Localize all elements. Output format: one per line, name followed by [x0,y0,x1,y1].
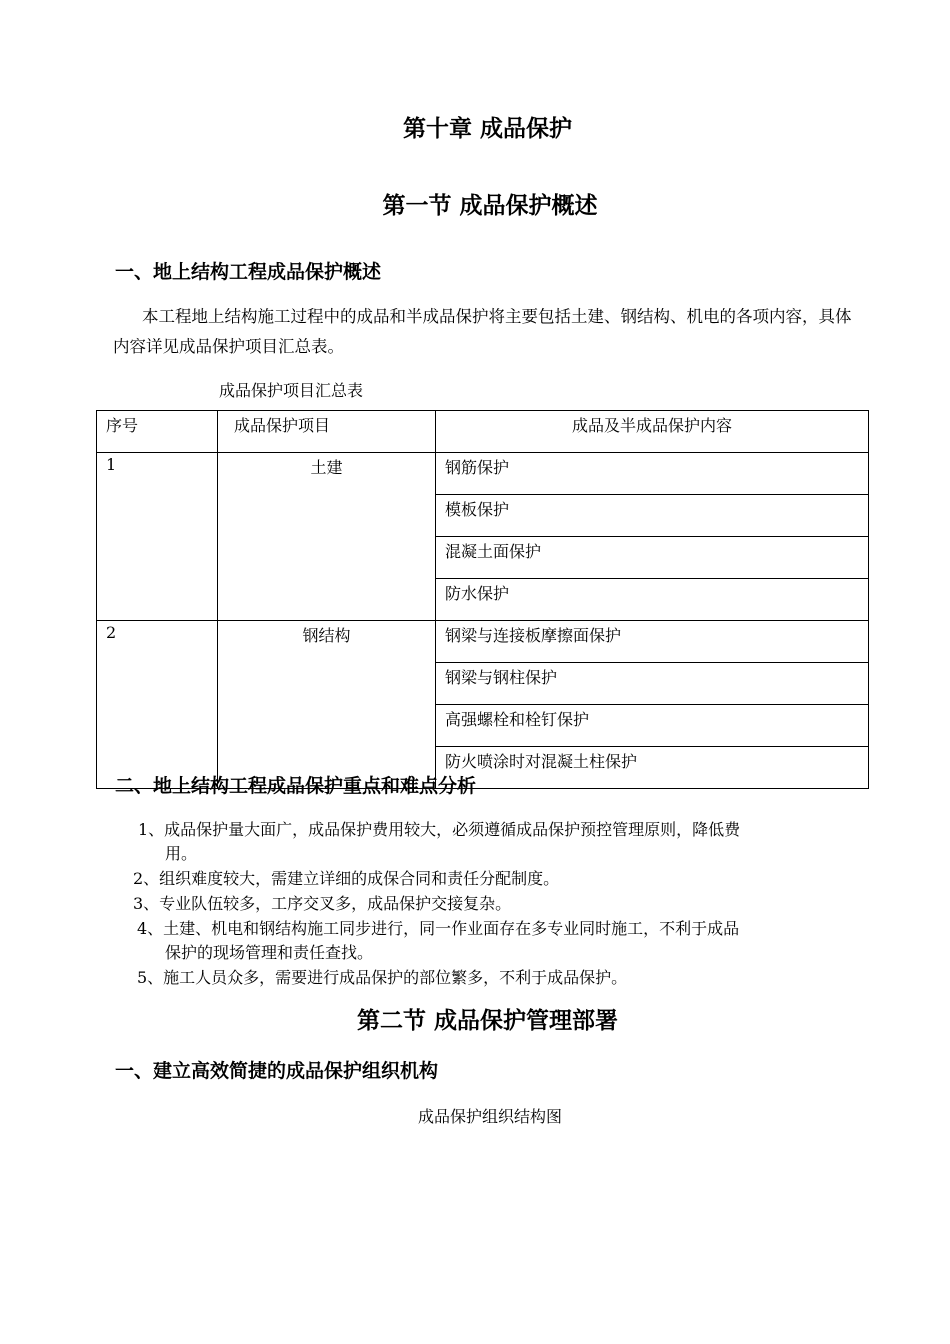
section-title-1: 第一节 成品保护概述 [382,193,598,219]
list-item-continuation: 保护的现场管理和责任查找。 [165,943,374,962]
row-content: 防水保护 [436,579,869,621]
table-caption: 成品保护项目汇总表 [219,381,364,400]
row-content: 钢梁与连接板摩擦面保护 [436,621,869,663]
row-number: 1 [97,453,218,621]
row-item: 土建 [218,453,436,621]
list-item-continuation: 用。 [165,844,198,863]
section-title-2: 第二节 成品保护管理部署 [356,1008,618,1034]
row-content: 高强螺栓和栓钉保护 [436,705,869,747]
row-content: 混凝土面保护 [436,537,869,579]
list-item: 1、成品保护量大面广，成品保护费用较大，必须遵循成品保护预控管理原则，降低费 [138,820,741,839]
list-item: 3、专业队伍较多，工序交叉多，成品保护交接复杂。 [133,894,512,913]
list-item: 2、组织难度较大，需建立详细的成保合同和责任分配制度。 [133,869,560,888]
header-cell-content: 成品及半成品保护内容 [436,411,869,453]
paragraph-1: 本工程地上结构施工过程中的成品和半成品保护将主要包括土建、钢结构、机电的各项内容，具体内容详见成品保护项目汇总表。 [113,307,852,356]
summary-table [96,410,869,789]
row-content: 模板保护 [436,495,869,537]
table-row [97,453,869,495]
header-cell-no: 序号 [97,411,218,453]
heading-1-1: 一、地上结构工程成品保护概述 [115,261,382,283]
chapter-title: 第十章 成品保护 [402,116,572,142]
list-item: 5、施工人员众多，需要进行成品保护的部位繁多，不利于成品保护。 [137,968,628,987]
row-item: 钢结构 [218,621,436,789]
table-row [97,621,869,663]
table-header-row [97,411,869,453]
figure-caption: 成品保护组织结构图 [417,1107,562,1126]
row-content: 钢筋保护 [436,453,869,495]
header-cell-item: 成品保护项目 [218,411,436,453]
row-content: 钢梁与钢柱保护 [436,663,869,705]
row-content: 防火喷涂时对混凝土柱保护 [436,747,869,789]
list-item: 4、土建、机电和钢结构施工同步进行，同一作业面存在多专业同时施工，不利于成品 [137,919,740,938]
heading-2-1: 一、建立高效简捷的成品保护组织机构 [115,1060,439,1082]
heading-1-2: 二、地上结构工程成品保护重点和难点分析 [115,775,477,797]
row-number: 2 [97,621,218,789]
